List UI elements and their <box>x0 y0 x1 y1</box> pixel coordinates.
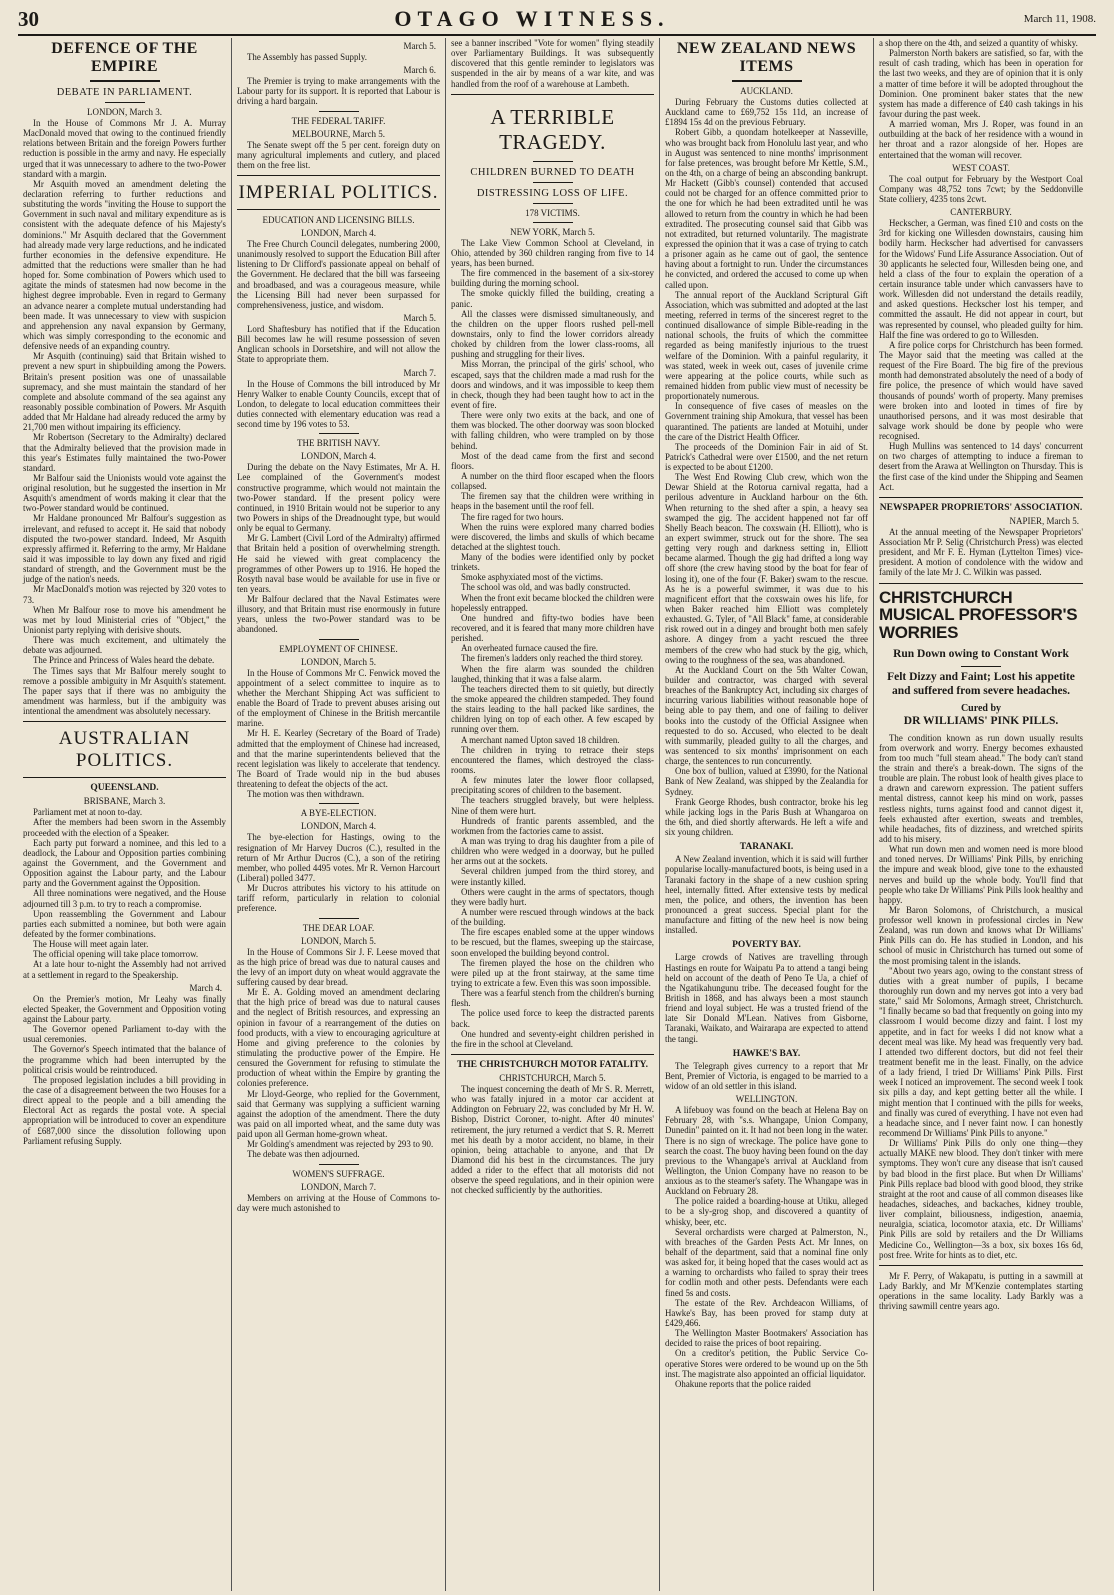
dateline: LONDON, March 4. <box>301 451 376 462</box>
advert-subhead: Run Down owing to Constant Work <box>893 648 1069 661</box>
paragraph: Mr Golding's amendment was rejected by 293 to 90. <box>247 1139 434 1150</box>
section-wellington: WELLINGTON. <box>735 1094 798 1105</box>
divider <box>961 666 1001 667</box>
paragraph: Mr G. Lambert (Civil Lord of the Admiralty) affirmed that Britain held a position of overwhelming strength. He said he viewed with great complacency the programmes of other Powers up to 1916. He hoped the Rosyth naval base would be available for use in five or ten years. <box>237 533 440 594</box>
paragraph: On the Premier's motion, Mr Leahy was finally elected Speaker, the Government and Opposition voting against the Labour party. <box>23 993 226 1024</box>
paragraph: Many of the bodies were identified only by pocket trinkets. <box>451 552 654 573</box>
issue-date: March 11, 1908. <box>1023 13 1096 25</box>
article-body <box>23 994 226 1146</box>
article-body <box>237 832 440 913</box>
paragraph: The firemen played the hose on the children who were piled up at the front stairway, at the same time trying to extricate a few. Even this was soon impossible. <box>451 957 654 988</box>
paragraph: The Governor's Speech intimated that the balance of the programme which had been interrupted by the political crisis would be reintroduced. <box>23 1044 226 1075</box>
dateline: March 5. <box>403 312 436 323</box>
paragraph: The firemen's ladders only reached the third storey. <box>461 653 643 664</box>
paragraph: Most of the dead came from the first and second floors. <box>451 450 654 471</box>
headline-terrible-tragedy: A TERRIBLE TRAGEDY. <box>490 104 615 154</box>
advert-subhead: Felt Dizzy and Faint; Lost his appetite and suffered from severe headaches. <box>887 670 1075 697</box>
paragraph: The school was old, and was badly constructed. <box>461 582 631 593</box>
paragraph: When the front exit became blocked the children were hopelessly entrapped. <box>451 592 654 613</box>
paragraph: There was much excitement, and ultimately the debate was adjourned. <box>23 635 226 656</box>
headline-newspaper-proprietors: NEWSPAPER PROPRIETORS' ASSOCIATION. <box>879 502 1083 513</box>
subhead-victims: 178 VICTIMS. <box>525 207 580 218</box>
paragraph: The House will meet again later. <box>33 939 149 950</box>
paragraph: The motion was then withdrawn. <box>247 789 365 800</box>
subhead-debate: DEBATE IN PARLIAMENT. <box>56 87 193 98</box>
paragraph: The fire escapes enabled some at the upper windows to be rescued, but the flames, sweeping up the staircase, soon enveloped the building beyond control. <box>451 927 654 958</box>
article-body <box>879 48 1083 160</box>
paragraph: There was a fearful stench from the children's burning flesh. <box>451 988 654 1009</box>
dateline: March 4. <box>189 982 222 993</box>
advert-headline: CHRISTCHURCH MUSICAL PROFESSOR'S WORRIES <box>879 587 1078 643</box>
paragraph: In the House of Commons the bill introduced by Mr Henry Walker to enable County Councils, except that of London, to delegate to local education committees their duties connected with elementary education was read a second time by 196 votes to 53. <box>237 378 440 430</box>
section-education: EDUCATION AND LICENSING BILLS. <box>262 214 415 225</box>
page-number: 30 <box>18 6 39 31</box>
paragraph: Miss Morran, the principal of the girls' school, who escaped, says that the children made a mad rush for the doors and windows, and it was impossible to keep them in check, though they had been taught how to act in the event of fire. <box>451 359 654 410</box>
article-body <box>451 238 654 1049</box>
paragraph: Mr Lloyd-George, who replied for the Government, said that Germany was supplying a sufficient warning against the adoption of the amendment. There the duty was paid on all imported wheat, and the same duty was paid upon all German home-grown wheat. <box>237 1088 440 1140</box>
paragraph: The proposed legislation includes a bill providing in the case of a disagreement between the two Houses for a direct appeal to the people and a bill amending the Electoral Act as regards the postal vote. A special appropriation will be introduced to cover an expenditure of £687,000 since the dissolution following upon Parliament refusing Supply. <box>23 1074 226 1146</box>
paragraph: Several orchardists were charged at Palmerston, N., with breaches of the Garden Pests Act. Mr Innes, on behalf of the department, said that a nominal fine only was asked for, it being hoped that the cases would act as a warning to orchardists who failed to spray their trees for codlin moth and other pests. Defendants were each fined 5s and costs. <box>665 1226 868 1298</box>
article-body <box>237 462 440 634</box>
paragraph: The Prince and Princess of Wales heard the debate. <box>33 655 215 666</box>
paragraph: The teachers directed them to sit quietly, but directly the smoke appeared the children stampeded. They found the stairs leading to the hall packed like sardines, the children lying on top of each other. A few escaped by running over them. <box>451 683 654 735</box>
divider <box>319 639 359 640</box>
column-4 <box>660 38 874 1591</box>
paragraph: A New Zealand invention, which it is said will further popularise locally-manufactured boots, is being used in a Taranaki factory in the shape of a new cushion spring heel, internally fitted. After extensive tests by medical men, the police, and others, the invention has been pronounced a great success. Special plant for the manufacture and fitting of the new heel is now being installed. <box>665 854 868 936</box>
advert-body <box>879 733 1083 1260</box>
paragraph: A merchant named Upton saved 18 children. <box>461 734 620 745</box>
paragraph: The coal output for February by the Westport Coal Company was 48,752 tons 7cwt; by the Seddonville State colliery, 4235 tons 2cwt. <box>879 173 1083 204</box>
paragraph: Mr H. E. Kearley (Secretary of the Board of Trade) admitted that the employment of Chinese had increased, and that the marine superintendents believed that the recent legislation was likely to accelerate that tendency. The Board of Trade would nip in the bud abuses threatening to defeat the objects of the act. <box>237 728 440 790</box>
column-1 <box>18 38 232 1591</box>
paragraph: During February the Customs duties collected at Auckland came to £69,752 15s 11d, an increase of £1894 15s 4d on the previous February. <box>665 97 868 128</box>
paragraph: At a late hour to-night the Assembly had not arrived at a settlement in regard to the Speakership. <box>23 959 226 980</box>
paragraph: The West End Rowing Club crew, which won the Dewar Shield at the Rotorua carnival regatta, had a perilous adventure in Auckland harbour on the 6th. When returning to the shed after a spin, a heavy sea swamped the gig. The accident happened not far off Shelly Beach beacon. The coxswain (H. Elliott), who is an expert swimmer, struck out for the shore. The sea getting very rough and darkness setting in, Elliott became alarmed. Though the gig had drifted a long way off shore (the crew having stood by the boat for fear of losing it), one of the four (F. Baker) swam to the rescue. As he is a powerful swimmer, it was due to his magnificent effort that the coxswain owes his life, for when Baker reached him Elliott was completely exhausted. G. Tyler, of "All Black" fame, at considerable risk rowed out in a dingey and brought both men safely ashore. A dingey from a yacht rescued the three members of the crew who had stuck by the gig, which, owing to the roughness of the sea, was abandoned. <box>665 472 868 665</box>
advert-product-name: DR WILLIAMS' PINK PILLS. <box>903 714 1059 727</box>
paragraph: The estate of the Rev. Archdeacon Williams, of Hawke's Bay, has been proved for stamp duty at £429,466. <box>665 1297 868 1329</box>
paragraph: Others were caught in the arms of spectators, though they were badly hurt. <box>451 886 654 907</box>
section-bye-election: A BYE-ELECTION. <box>300 808 377 819</box>
newspaper-title: OTAGO WITNESS. <box>394 6 670 31</box>
advert-cured-by: Cured by <box>960 702 1002 714</box>
divider <box>533 222 573 223</box>
section-hawkes-bay: HAWKE'S BAY. <box>732 1048 801 1059</box>
divider <box>23 777 226 778</box>
divider <box>879 583 1083 584</box>
article-body <box>879 218 1083 492</box>
divider <box>879 497 1083 498</box>
section-canterbury: CANTERBURY. <box>950 207 1012 218</box>
paragraph: The Wellington Master Bootmakers' Association has decided to raise the prices of boot repairing. <box>665 1328 868 1349</box>
paragraph: A number on the third floor escaped when the floors collapsed. <box>451 470 654 492</box>
paragraph: Frank George Rhodes, bush contractor, broke his leg while jacking logs in the Paris Bush at Whangaroa on the 6th, and died shortly afterwards. He left a wife and six young children. <box>665 796 868 838</box>
dateline: LONDON, March 7. <box>301 1181 376 1192</box>
dateline: LONDON, March 5. <box>301 656 376 667</box>
paragraph: The smoke quickly filled the building, creating a panic. <box>451 288 654 309</box>
paragraph: Members on arriving at the House of Commons to-day were much astonished to <box>237 1192 440 1213</box>
divider <box>105 102 145 103</box>
dateline: LONDON, March 4. <box>301 821 376 832</box>
paragraph: A man was trying to drag his daughter from a pile of children who were wedged in a doorway, but he pulled her arms out at the sockets. <box>451 836 654 867</box>
paragraph: The Governor opened Parliament to-day with the usual ceremonies. <box>23 1024 226 1045</box>
paragraph: Large crowds of Natives are travelling through Hastings en route for Waipatu Pa to attend a tangi being held on account of the death of Peno Te Ua, a chief of the Ngatikahungunu tribe. The deceased fought for the British in 1868, and has always been a most staunch friend and loyal subject. He was a trusted friend of the late Sir Donald M'Lean. Natives from Gisborne, Taranaki, Waikato, and Wairarapa are expected to attend the tangi. <box>665 952 868 1044</box>
dateline: CHRISTCHURCH, March 5. <box>499 1072 606 1083</box>
divider <box>732 80 802 82</box>
divider <box>237 209 440 210</box>
dateline: LONDON, March 5. <box>301 935 376 946</box>
paragraph: Mr Haldane pronounced Mr Balfour's suggestion as irrelevant, and refused to accept it. He said that nobody disputed the two-power standard. Indeed, Mr Asquith expressly affirmed it. Referring to the army, Mr Haldane said it was impossible to lay down any fixed and rigid standard of strength, and the Government must be the judge of the nation's needs. <box>23 513 226 585</box>
paragraph: A number were rescued through windows at the back of the building. <box>451 906 654 928</box>
divider <box>533 203 573 204</box>
section-chinese: EMPLOYMENT OF CHINESE. <box>279 643 398 654</box>
headline-defence-of-the-empire: DEFENCE OF THE EMPIRE <box>51 40 198 75</box>
paragraph: The debate was then adjourned. <box>247 1149 360 1160</box>
article-body <box>23 118 226 716</box>
subhead-children-burned: CHILDREN BURNED TO DEATH <box>470 166 635 178</box>
column-5 <box>874 38 1088 1591</box>
paragraph: Mr Robertson (Secretary to the Admiralty) declared that the Admiralty believed that the provision made in this year's Estimates fully maintained the two-Power standard. <box>23 432 226 473</box>
paragraph: A fire police corps for Christchurch has been formed. The Mayor said that the meeting was called at the request of the Fire Board. The big fire of the previous month had demonstrated absolutely the need of a body of fire police, the presence of which would have saved thousands of pounds' worth of property. Many premises were broken into and looted in times of fire by unauthorised persons, and it was most desirable that salvage work should be done by people who were recognised. <box>879 339 1083 442</box>
dateline: NAPIER, March 5. <box>1009 515 1079 526</box>
paragraph: The Lake View Common School at Cleveland, in Ohio, attended by 360 children ranging from five to 14 years, has been burned. <box>451 237 654 268</box>
dateline: March 5. <box>403 41 436 51</box>
section-dear-loaf: THE DEAR LOAF. <box>302 922 375 933</box>
paragraph: Mr Balfour said the Unionists would vote against the original resolution, but he suggested the insertion in Mr Asquith's amendment of words making it clear that the two-Power standard would be continued. <box>23 472 226 514</box>
paragraph: In the House of Commons Mr C. Fenwick moved the appointment of a select committee to inquire as to whether the Merchant Shipping Act was sufficient to enable the Board of Trade to prevent abuses arising out of the employment of Chinese in the British mercantile marine. <box>237 667 440 729</box>
paragraph: There were only two exits at the back, and one of them was blocked. The other doorway was soon blocked with falling children, who were trampled on by those behind. <box>451 410 654 451</box>
paragraph: An overheated furnace caused the fire. <box>461 643 598 654</box>
paragraph: Mr Asquith moved an amendment deleting the declaration referring to further reductions and substituting the words "inviting the House to support the Government in such naval and military expenditure as is consistent with the adequate defence of his Majesty's dominions." Mr Asquith declared that the Government had already made very large reductions, and he indicated further economies in the defensive expenditure. He admitted that the reductions were smaller than he had hoped for. Some combination of Powers which used to agitate the minds of statesmen had now become in the highest degree improbable. Even in regard to Germany an advance nearer a complete mutual understanding had been made. It was unnecessary to view with suspicion and apprehension any naval expansion by Germany, which was simply corresponding to the economic and defensive needs of an expanding country. <box>23 178 226 352</box>
article-body <box>237 947 440 1160</box>
column-3 <box>446 38 660 1591</box>
paragraph: The Assembly has passed Supply. <box>247 52 367 62</box>
paragraph: In the House of Commons Sir J. F. Leese moved that as the high price of bread was due to natural causes and the levy of an import duty on wheat would aggravate the suffering caused by dear bread. <box>237 946 440 987</box>
paragraph: Mr Balfour declared that the Naval Estimates were illusory, and that Britain must rise enormously in future years, unless the two-Power standard was to be abandoned. <box>237 594 440 635</box>
divider <box>319 1164 359 1165</box>
divider <box>533 161 573 162</box>
section-british-navy: THE BRITISH NAVY. <box>297 438 380 449</box>
paragraph: In the House of Commons Mr J. A. Murray MacDonald moved that owing to the continued friendly relations between Britain and the foreign Powers further reduction is possible in the army and navy. He especially urged that it was unnecessary to adhere to the two-Power standard with a margin. <box>23 118 226 179</box>
paragraph: The official opening will take place tomorrow. <box>33 949 199 960</box>
article-body <box>23 807 226 979</box>
paragraph: The police raided a boarding-house at Utiku, alleged to be a sly-grog shop, and discovered a quantity of whisky, beer, etc. <box>665 1196 868 1227</box>
headline-nz-news-items: NEW ZEALAND NEWS ITEMS <box>676 40 857 75</box>
section-federal-tariff: THE FEDERAL TARIFF. <box>291 115 386 126</box>
paragraph: The condition known as run down usually results from overwork and worry. Energy becomes exhausted from too much "full steam ahead." The body can't stand the strain and there's a break-down. The signs of the trouble are plain. The robust look of health gives place to a drawn and careworn expression. The patient suffers mental distress, cannot keep his mind on work, passes restless nights, turns against food and cannot digest it, feels exhausted after exertion, sweats and trembles, while headaches, fits of dizziness, and wretched spirits add to his misery. <box>879 732 1083 844</box>
divider <box>533 182 573 183</box>
dateline: MELBOURNE, March 5. <box>292 128 385 139</box>
article-body <box>665 1105 868 1389</box>
paragraph: When the ruins were explored many charred bodies were discovered, the limbs and skulls of which became detached at the slightest touch. <box>451 521 654 552</box>
paragraph: Mr E. A. Golding moved an amendment declaring that the high price of bread was due to natural causes and the neglect of British resources, and expressing an opinion in favour of a rearrangement of the duties on food products, with a view to encouraging agriculture at Home and giving preference to the colonies by stimulating the productive power of the Empire. He censured the Government for refusing to stimulate the production of wheat within the Empire by granting the colonies preference. <box>237 987 440 1089</box>
section-west-coast: WEST COAST. <box>952 162 1010 173</box>
article-body <box>665 97 868 837</box>
masthead <box>18 4 1096 36</box>
paragraph: A lifebuoy was found on the beach at Helena Bay on February 28, with "s.s. Whangape, Union Company, Dunedin" painted on it. It had not been long in the water. There is no sign of wreckage. The police have gone to search the coast. The buoy having been found on the day previous to the Whangape's arrival at Auckland from Wellington, the Union Company have no reason to be anxious as to the steamer's safety. The Whangape was in Auckland on February 28. <box>665 1105 868 1197</box>
paragraph: Upon reassembling the Government and Labour parties each submitted a nominee, but both were again defeated by the former combinations. <box>23 908 226 939</box>
paragraph: Mr Baron Solomons, of Christchurch, a musical professor well known in professional circles in New Zealand, was run down and knows what Dr Williams' Pink Pills can do. He has studied in London, and his school of music in Christchurch has turned out some of the most promising talent in the islands. <box>879 904 1083 966</box>
paragraph: Mr MacDonald's motion was rejected by 320 votes to 73. <box>23 584 226 605</box>
paragraph: Hugh Mullins was sentenced to 14 days' concurrent on two charges of attempting to induce a fireman to desert from the Arawa at Wellington on Thursday. This is the first case of the kind under the Shipping and Seamen Act. <box>879 441 1083 492</box>
paragraph: Mr F. Perry, of Wakapatu, is putting in a sawmill at Lady Barkly, and Mr M'Kenzie contemplates starting operations in the same locality. Lady Barkly was a thriving sawmill centre years ago. <box>879 1270 1083 1312</box>
divider <box>237 175 440 176</box>
paragraph: Mr Asquith (continuing) said that Britain wished to prevent a new spurt in shipbuilding among the Powers. Britain's present position was one of unassailable supremacy, and she must maintain the standard of her complete and absolute command of the sea against any reasonably possible combination of Powers. Mr Asquith added that Mr Haldane had already reduced the army by 21,700 men without impairing its efficiency. <box>23 351 226 433</box>
dateline: March 7. <box>403 367 436 378</box>
paragraph: When the fire alarm was sounded the children laughed, thinking that it was a false alarm. <box>451 663 654 684</box>
paragraph: Hundreds of frantic parents assembled, and the workmen from the factories came to assist. <box>451 815 654 836</box>
paragraph: The fire commenced in the basement of a six-storey building during the morning school. <box>451 268 654 289</box>
paragraph: The fire raged for two hours. <box>461 511 564 522</box>
divider <box>90 80 160 82</box>
divider <box>879 1265 1083 1266</box>
paragraph: see a banner inscribed "Vote for women" flying steadily over Parliamentary Buildings. It was subsequently discovered that this gentle reminder to legislators was suspended in the air by means of a war kite, and was handled from the roof of a warehouse at Lambeth. <box>451 38 654 89</box>
paragraph: Heckscher, a German, was fined £10 and costs on the 3rd for kicking one Willesden downstairs, causing him bodily harm. Heckscher had advertised for canvassers for the Widows' Fund Life Assurance Association. Out of 30 applicants he selected four, Willesden being one, and held a class of the four to explain the operation of a certain insurance table under which canvassers have to work. Willesden did not understand the details readily, and asked questions. Heckscher lost his temper, and committed the assault. He did not appear in court, but was represented by counsel, who pleaded guilty for him. Half the fine was ordered to go to Willesden. <box>879 218 1083 340</box>
headline-australian-politics: AUSTRALIAN POLITICS. <box>58 728 191 772</box>
section-womens-suffrage: WOMEN'S SUFFRAGE. <box>292 1168 385 1179</box>
paragraph: The children in trying to retrace their steps encountered the flames, which destroyed the class-rooms. <box>451 744 654 776</box>
dateline: NEW YORK, March 5. <box>510 226 595 237</box>
column-2 <box>232 38 446 1591</box>
paragraph: Several children jumped from the third storey, and were instantly killed. <box>451 866 654 887</box>
paragraph: All the classes were dismissed simultaneously, and the children on the upper floors rushed pell-mell downstairs, only to find the lower corridors already choked by children from the lower class-rooms, all pushing and struggling for their lives. <box>451 308 654 360</box>
paragraph: The inquest concerning the death of Mr S. R. Merrett, who was fatally injured in a motor car accident at Addington on February 22, was concluded by Mr H. W. Bishop, District Coroner, to-night. After 40 minutes' retirement, the jury returned a verdict that S. R. Merrett met his death by a motor accident, no blame, in their opinion, being attachable to anyone, and that Dr Diamond did his best in the circumstances. The jury added a rider to the effect that all motorists did not observe the speed regulations, and in their opinion were not checked sufficiently by the authorities. <box>451 1083 654 1196</box>
paragraph: One hundred and fifty-two bodies have been recovered, and it is feared that many more children have perished. <box>451 612 654 644</box>
divider <box>451 94 654 95</box>
paragraph: At the Auckland Court on the 5th Walter Cowan, builder and contractor, was charged with several breaches of the Bankruptcy Act, including six charges of incurring various liabilities without reasonable hope of being able to pay them, and one of failing to deliver books into the custody of the Official Assignee when requested to do so. Accused, who elected to be dealt with summarily, pleaded guilty to all the charges, and was sentenced to six months' imprisonment on each charge, the sentences to run concurrently. <box>665 664 868 767</box>
dateline: LONDON, March 3. <box>87 107 162 117</box>
divider <box>319 433 359 434</box>
subhead-distressing-loss: DISTRESSING LOSS OF LIFE. <box>476 187 629 199</box>
paragraph: Robert Gibb, a quondam hotelkeeper at Nasseville, who was brought back from Honolulu last year, and who in August was sentenced to nine months' imprisonment for false pretences, was brought before Mr Kettle, S.M., on the 4th, on a charge of being an absconding bankrupt. Mr Hackett (Gibb's counsel) contended that accused could not be charged for an offence committed prior to the one for which he had been extradited until he was allowed to return from the country in which he had been extradited. The prosecuting counsel said that Gibb was not extradited, but returned voluntarily. The magistrate expressed the opinion that it was a case of trying to catch a prisoner again as he came out of gaol, the sentence having about a fortnight to run. Under the circumstances he convicted, and ordered the accused to come up when called upon. <box>665 127 868 290</box>
dateline: March 6. <box>403 65 436 76</box>
paragraph: A few minutes later the lower floor collapsed, precipitating scores of children to the basement. <box>451 775 654 796</box>
paragraph: What run down men and women need is more blood and toned nerves. Dr Williams' Pink Pills, by enriching the impure and weak blood, give tone to the exhausted nerves and build up the whole body. You'll find that people who take Dr Williams' Pink Pills look healthy and happy. <box>879 844 1083 905</box>
paragraph: All three nominations were negatived, and the House adjourned till 3 p.m. to try to reach a compromise. <box>23 888 226 909</box>
paragraph: The firemen say that the children were writhing in heaps in the basement until the roof fell. <box>451 491 654 512</box>
paragraph: The teachers struggled bravely, but were helpless. Nine of them were hurt. <box>451 795 654 816</box>
article-body <box>237 668 440 800</box>
paragraph: The Free Church Council delegates, numbering 2000, unanimously resolved to support the Education Bill after listening to Dr Clifford's passionate appeal on behalf of the Government. He declared that the bill was farseeing and broadbased, and was a courageous measure, while the Licensing Bill had never been surpassed for comprehensiveness, justice, and wisdom. <box>237 238 440 310</box>
paragraph: During the debate on the Navy Estimates, Mr A. H. Lee complained of the Government's modest constructive programme, which would not maintain the two-Power standard. If the present policy were continued, in 1910 Britain would not be superior to any two Powers in ships of the Dreadnought type, but would only be equal to Germany. <box>237 462 440 534</box>
paragraph: a shop there on the 4th, and seized a quantity of whisky. <box>879 38 1078 48</box>
paragraph: In consequence of five cases of measles on the Government training ship Amokura, that vessel has been quarantined. The patients are landed at Motuihi, under the care of the District Health Officer. <box>665 401 868 442</box>
section-queensland: QUEENSLAND. <box>90 783 159 794</box>
paragraph: Lord Shaftesbury has notified that if the Education Bill becomes law he will resume possession of seven Anglican schools in Dorsetshire, and will not allow the State to appropriate them. <box>237 323 440 365</box>
paragraph: The bye-election for Hastings, owing to the resignation of Mr Harvey Ducros (C.), resulted in the return of Mr Arthur Ducros (C.), a son of the retiring member, who polled 4495 votes. Mr R. Vernon Harcourt (Liberal) polled 3477. <box>237 832 440 884</box>
paragraph: Parliament met at noon to-day. <box>33 807 143 818</box>
dateline: BRISBANE, March 3. <box>83 796 166 807</box>
divider <box>319 111 359 112</box>
paragraph: One hundred and seventy-eight children perished in the fire in the school at Cleveland. <box>451 1028 654 1049</box>
paragraph: The Telegraph gives currency to a report that Mr Bent, Premier of Victoria, is engaged to be married to a widow of an old settler in this island. <box>665 1060 868 1091</box>
columns <box>18 38 1096 1591</box>
section-poverty-bay: POVERTY BAY. <box>732 940 801 951</box>
headline-motor-fatality: THE CHRISTCHURCH MOTOR FATALITY. <box>456 1059 649 1070</box>
paragraph: The Premier is trying to make arrangements with the Labour party for its support. It is reported that Labour is driving a hard bargain. <box>237 76 440 107</box>
paragraph: The Senate swept off the 5 per cent. foreign duty on many agricultural implements and cutlery, and placed them on the free list. <box>237 139 440 170</box>
paragraph: Smoke asphyxiated most of the victims. <box>461 572 603 583</box>
paragraph: When Mr Balfour rose to move his amendment he was met by loud Ministerial cries of "Object," the Unionist party replying with derisive shouts. <box>23 604 226 636</box>
paragraph: Each party put forward a nominee, and this led to a deadlock, the Labour and Opposition parties combining against the Government, and the Government and Opposition against the Labour party, and the Labour party and the Government against the Opposition. <box>23 837 226 889</box>
paragraph: Mr Ducros attributes his victory to his attitude on tariff reform, particularly in relation to colonial preference. <box>237 883 440 914</box>
paragraph: "About two years ago, owing to the constant stress of duties with a great number of pupils, I became thoroughly run down and my nerves got into a very bad state," said Mr Solomons, Armagh street, Christchurch. "I finally became so bad that frequently on going into my classroom I would become dizzy and faint. I lost my appetite, and in fact for weeks I did not know what a decent meal was like. My head was frequently very bad. I attended two different doctors, but did not feel their treatment benefit me in the least. Finally, on the advice of a lady friend, I tried Dr Williams' Pink Pills. First week I noticed an improvement. The second week I took six pills a day, and kept getting better all the while. I might mention that I continued with the pills for weeks, and finally was cured of everything. I have not even had a headache since, and I never faint now. I can honestly recommend Dr Williams' Pink Pills to anyone." <box>879 965 1083 1139</box>
paragraph: A married woman, Mrs J. Roper, was found in an outbuilding at the back of her residence with a wound in her throat and a razor alongside of her. Hopes are entertained that the woman will recover. <box>879 119 1083 160</box>
paragraph: After the members had been sworn in the Assembly proceeded with the election of a Speaker. <box>23 817 226 838</box>
paragraph: The Times says that Mr Balfour merely sought to remove a possible ambiguity in Mr Asquith's statement. The paper says that if there was no ambiguity the amendment was harmless, but if the ambiguity was intentional the amendment was absolutely necessary. <box>23 665 226 717</box>
paragraph: At the annual meeting of the Newspaper Proprietors' Association Mr P. Selig (Christchurch Press) was elected president, and Mr F. E. Hyman (Lyttelton Times) vice-president. A motion of condolence with the widow and family of the late Mr J. C. Wilkin was passed. <box>879 526 1083 578</box>
paragraph: Ohakune reports that the police raided <box>675 1378 811 1389</box>
divider <box>451 1054 654 1055</box>
divider <box>319 803 359 804</box>
paragraph: Palmerston North bakers are satisfied, so far, with the result of cash trading, which has been in operation for the last two weeks, and they are of opinion that it is only a matter of time before it will be adopted throughout the Dominion. One prominent baker states that the new system has made a difference of £40 cash takings in his favour during the past week. <box>879 48 1083 119</box>
divider <box>23 721 226 722</box>
paragraph: The proceeds of the Dominion Fair in aid of St. Patrick's Cathedral were over £1500, and the net return is expected to be about £1200. <box>665 441 868 473</box>
paragraph: On a creditor's petition, the Public Service Co-operative Stores were ordered to be wound up on the 5th inst. The magistrate also appointed an official liquidator. <box>665 1348 868 1379</box>
paragraph: The annual report of the Auckland Scriptural Gift Association, which was submitted and adopted at the last meeting, referred in terms of the sincerest regret to the continued disallowance of simple Bible-reading in the national schools, the fruits of which the committee regarded as being manifestly injurious to the truest welfare of the Dominion. With a painful regularity, it was stated, week in week out, cases of juvenile crime were appearing at the police courts, while such as remained hidden from public view must of necessity be proportionately numerous. <box>665 289 868 402</box>
dateline: LONDON, March 4. <box>301 227 376 238</box>
paragraph: The police used force to keep the distracted parents back. <box>451 1008 654 1029</box>
paragraph: Dr Williams' Pink Pills do only one thing—they actually MAKE new blood. They don't tinker with mere symptoms. They won't cure any disease that isn't caused by bad blood in the first place. But when Dr Williams' Pink Pills replace bad blood with good blood, they strike straight at the root and cause of all common diseases like headaches, sideaches, and backaches, kidney trouble, liver complaint, biliousness, indigestion, anaemia, neuralgia, sciatica, locomotor ataxia, etc. Dr Williams' Pink Pills are sold by retailers and the Dr Williams Medicine Co., Wellington—3s a box, six boxes 16s 6d, post free. Write for hints as to diet, etc. <box>879 1138 1083 1260</box>
headline-imperial-politics: IMPERIAL POLITICS. <box>238 181 439 203</box>
section-taranaki: TARANAKI. <box>739 842 794 853</box>
section-auckland: AUCKLAND. <box>740 86 793 96</box>
paragraph: One box of bullion, valued at £3990, for the National Bank of New Zealand, was shipped by the Zealandia for Sydney. <box>665 766 868 797</box>
divider <box>319 918 359 919</box>
